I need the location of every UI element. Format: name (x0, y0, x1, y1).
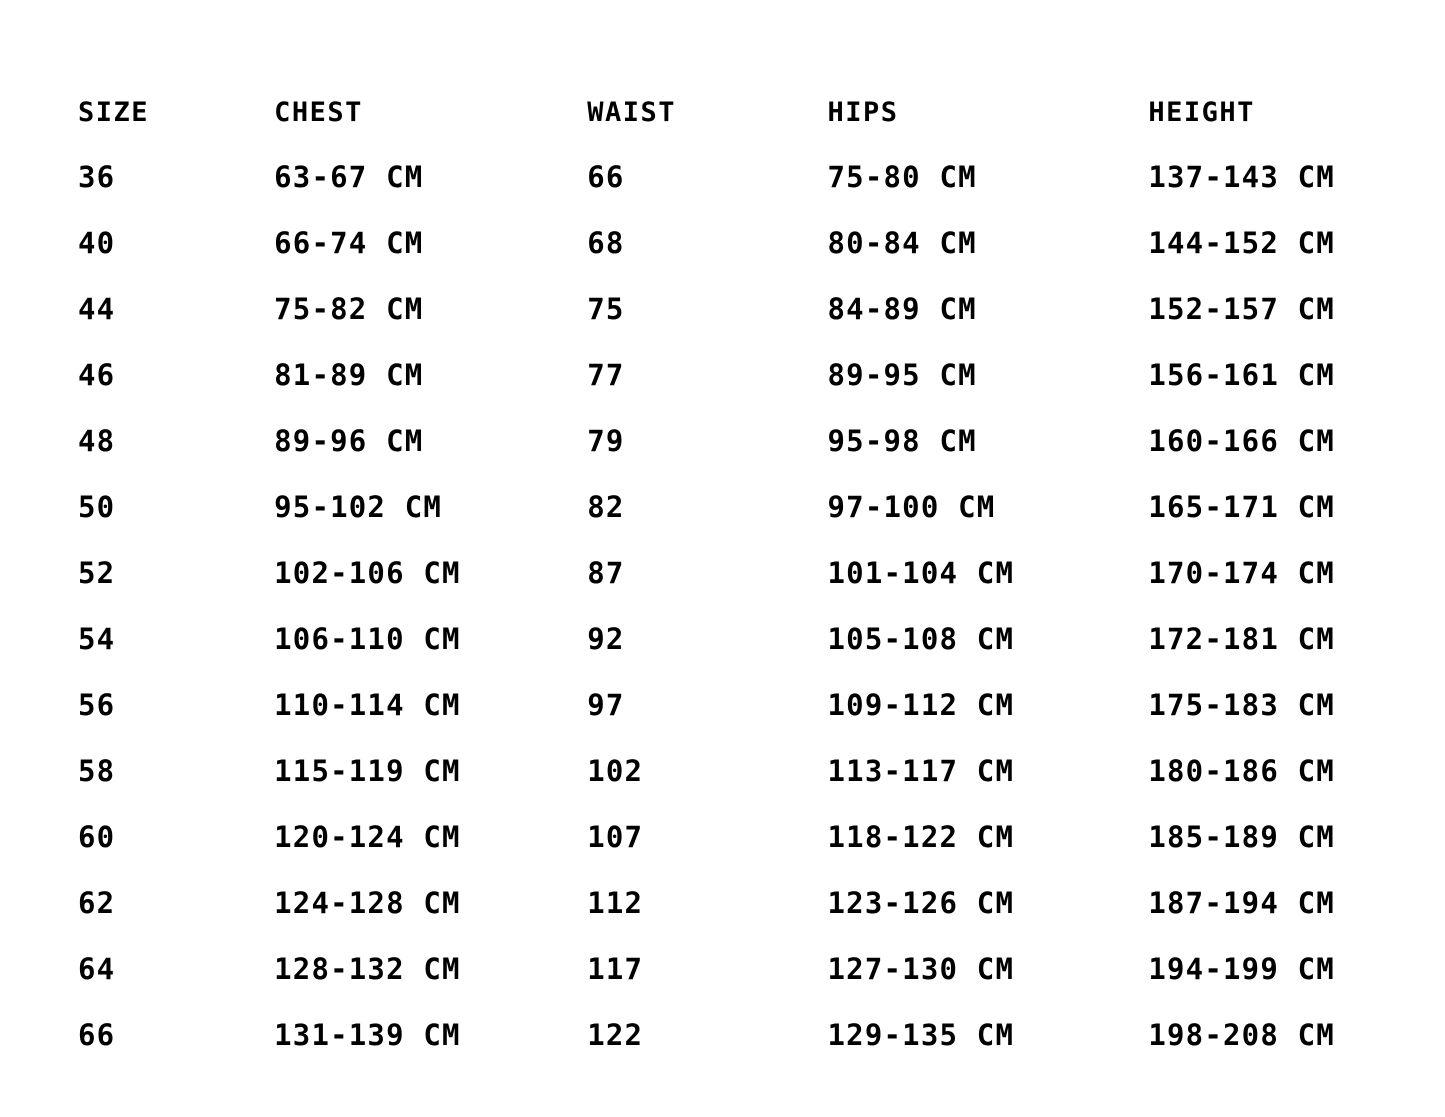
table-row (78, 606, 1445, 672)
cell-chest: 66-74 CM (274, 226, 424, 260)
cell-size: 58 (78, 754, 116, 788)
column-header-hips: HIPS (827, 97, 899, 128)
table-row (78, 936, 1445, 1002)
cell-height: 175-183 CM (1148, 688, 1335, 722)
table-row (78, 276, 1445, 342)
cell-hips: 123-126 CM (827, 886, 1015, 920)
column-header-chest: CHEST (274, 97, 363, 128)
cell-waist: 66 (587, 160, 625, 194)
cell-chest: 124-128 CM (274, 886, 461, 920)
cell-chest: 110-114 CM (274, 688, 461, 722)
cell-size: 62 (78, 886, 116, 920)
cell-waist: 97 (587, 688, 625, 722)
cell-height: 160-166 CM (1148, 424, 1335, 458)
cell-chest: 120-124 CM (274, 820, 461, 854)
table-row (78, 1002, 1445, 1068)
cell-height: 137-143 CM (1148, 160, 1335, 194)
cell-waist: 82 (587, 490, 625, 524)
cell-height: 152-157 CM (1148, 292, 1335, 326)
cell-chest: 75-82 CM (274, 292, 424, 326)
cell-waist: 102 (587, 754, 644, 788)
cell-hips: 109-112 CM (827, 688, 1015, 722)
cell-waist: 107 (587, 820, 644, 854)
cell-size: 54 (78, 622, 116, 656)
cell-hips: 129-135 CM (827, 1018, 1015, 1052)
cell-waist: 122 (587, 1018, 644, 1052)
column-header-waist: WAIST (587, 97, 676, 128)
table-row (78, 804, 1445, 870)
cell-height: 156-161 CM (1148, 358, 1335, 392)
cell-chest: 131-139 CM (274, 1018, 461, 1052)
table-row (78, 870, 1445, 936)
cell-chest: 102-106 CM (274, 556, 461, 590)
cell-height: 172-181 CM (1148, 622, 1335, 656)
table-row (78, 210, 1445, 276)
cell-height: 187-194 CM (1148, 886, 1335, 920)
cell-height: 198-208 CM (1148, 1018, 1335, 1052)
cell-hips: 75-80 CM (827, 160, 977, 194)
table-row (78, 144, 1445, 210)
cell-waist: 87 (587, 556, 625, 590)
cell-waist: 92 (587, 622, 625, 656)
table-header-row (78, 82, 1445, 144)
cell-waist: 112 (587, 886, 644, 920)
cell-size: 66 (78, 1018, 116, 1052)
size-chart-table (78, 82, 1445, 1068)
cell-hips: 89-95 CM (827, 358, 977, 392)
cell-chest: 106-110 CM (274, 622, 461, 656)
cell-chest: 95-102 CM (274, 490, 443, 524)
cell-size: 52 (78, 556, 116, 590)
cell-size: 56 (78, 688, 116, 722)
cell-size: 50 (78, 490, 116, 524)
table-row (78, 474, 1445, 540)
cell-hips: 97-100 CM (827, 490, 996, 524)
cell-waist: 68 (587, 226, 625, 260)
cell-waist: 117 (587, 952, 644, 986)
cell-height: 170-174 CM (1148, 556, 1335, 590)
cell-hips: 95-98 CM (827, 424, 977, 458)
cell-size: 60 (78, 820, 116, 854)
table-row (78, 738, 1445, 804)
cell-chest: 81-89 CM (274, 358, 424, 392)
cell-height: 185-189 CM (1148, 820, 1335, 854)
cell-waist: 79 (587, 424, 625, 458)
cell-hips: 101-104 CM (827, 556, 1015, 590)
cell-size: 40 (78, 226, 116, 260)
cell-chest: 128-132 CM (274, 952, 461, 986)
cell-size: 46 (78, 358, 116, 392)
cell-hips: 84-89 CM (827, 292, 977, 326)
cell-height: 144-152 CM (1148, 226, 1335, 260)
table-row (78, 540, 1445, 606)
cell-hips: 113-117 CM (827, 754, 1015, 788)
column-header-height: HEIGHT (1148, 97, 1255, 128)
cell-hips: 80-84 CM (827, 226, 977, 260)
cell-size: 44 (78, 292, 116, 326)
cell-chest: 89-96 CM (274, 424, 424, 458)
cell-chest: 63-67 CM (274, 160, 424, 194)
column-header-size: SIZE (78, 97, 150, 128)
cell-hips: 127-130 CM (827, 952, 1015, 986)
cell-chest: 115-119 CM (274, 754, 461, 788)
cell-hips: 105-108 CM (827, 622, 1015, 656)
cell-height: 180-186 CM (1148, 754, 1335, 788)
table-header (78, 82, 1445, 144)
table-row (78, 408, 1445, 474)
cell-size: 36 (78, 160, 116, 194)
cell-waist: 75 (587, 292, 625, 326)
cell-waist: 77 (587, 358, 625, 392)
table-row (78, 342, 1445, 408)
cell-size: 48 (78, 424, 116, 458)
cell-height: 194-199 CM (1148, 952, 1335, 986)
cell-hips: 118-122 CM (827, 820, 1015, 854)
table-body (78, 144, 1445, 1068)
cell-height: 165-171 CM (1148, 490, 1335, 524)
cell-size: 64 (78, 952, 116, 986)
table-row (78, 672, 1445, 738)
